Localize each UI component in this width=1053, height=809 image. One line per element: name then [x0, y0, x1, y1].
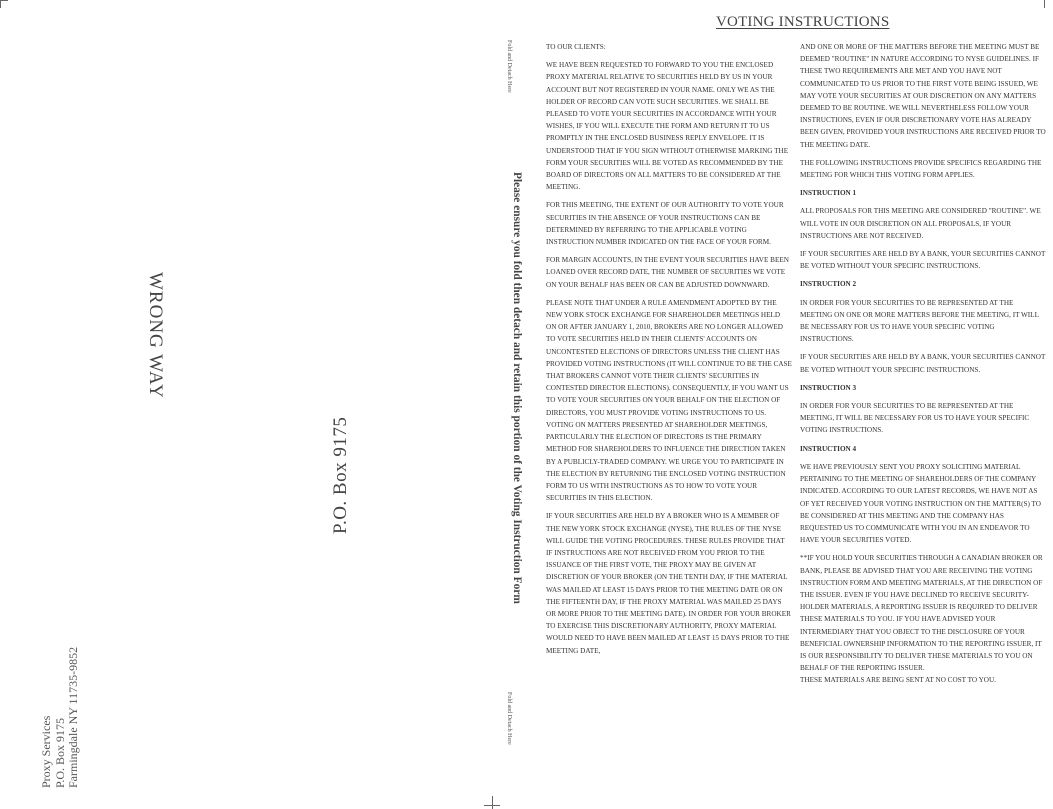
crop-mark-top-left	[0, 0, 1, 8]
paragraph: WE HAVE BEEN REQUESTED TO FORWARD TO YOU THE ENCLOSED PROXY MATERIAL RELATIVE TO SECURITIES HELD BY US IN YOUR ACCOUNT BUT NOT REGISTERED IN YOUR NAME. ONLY WE AS THE HOLDER OF RECORD CAN VOTE SUCH SECURITIES. WE SHALL BE PLEASED TO VOTE YOUR SECURITIES IN ACCORDANCE WITH YOUR WISHES, IF YOU WILL EXECUTE THE FORM AND RETURN IT TO US PROMPTLY IN THE ENCLOSED BUSINESS REPLY ENVELOPE. IT IS UNDERSTOOD THAT IF YOU SIGN WITHOUT OTHERWISE MARKING THE FORM YOUR SECURITIES WILL BE VOTED AS RECOMMENDED BY THE BOARD OF DIRECTORS ON ALL MATTERS TO BE CONSIDERED AT THE MEETING.	[546, 61, 789, 192]
paragraph: IF YOUR SECURITIES ARE HELD BY A BANK, YOUR SECURITIES CANNOT BE VOTED WITHOUT YOUR SPECIFIC INSTRUCTIONS.	[800, 250, 1046, 271]
closing-note: THESE MATERIALS ARE BEING SENT AT NO COST TO YOU.	[800, 676, 996, 685]
paragraph: IF YOUR SECURITIES ARE HELD BY A BANK, YOUR SECURITIES CANNOT BE VOTED WITHOUT YOUR SPECIFIC INSTRUCTIONS.	[800, 353, 1046, 374]
return-address-line2: P.O. Box 9175	[52, 717, 67, 788]
instruction-heading: INSTRUCTION 4	[800, 444, 857, 453]
fold-notice: Please ensure you fold then detach and retain this portion of the Voting Instruction Form	[511, 172, 523, 604]
instruction-heading: INSTRUCTION 2	[800, 280, 857, 289]
crop-mark-top-left	[0, 0, 8, 1]
crop-mark-bottom-center	[484, 805, 500, 806]
paragraph: THE FOLLOWING INSTRUCTIONS PROVIDE SPECIFICS REGARDING THE MEETING FOR WHICH THIS VOTING FORM APPLIES.	[800, 158, 1042, 180]
return-address-line1: Proxy Services	[39, 715, 53, 788]
crop-mark-top-right	[1044, 0, 1045, 8]
paragraph: PLEASE NOTE THAT UNDER A RULE AMENDMENT ADOPTED BY THE NEW YORK STOCK EXCHANGE FOR SHAREHOLDER MEETINGS HELD ON OR AFTER JANUARY 1, 2010, BROKERS ARE NO LONGER ALLOWED TO VOTE SECURITIES HELD IN THEIR CLIENTS' ACCOUNTS ON UNCONTESTED ELECTIONS OF DIRECTORS UNLESS THE CLIENT HAS PROVIDED VOTING INSTRUCTIONS (IT WILL CONTINUE TO BE THE CASE THAT BROKERS CANNOT VOTE THEIR CLIENTS' SECURITIES IN CONTESTED DIRECTOR ELECTIONS). CONSEQUENTLY, IF YOU WANT US TO VOTE YOUR SECURITIES ON YOUR BEHALF ON THE ELECTION OF DIRECTORS, YOU MUST PROVIDE VOTING INSTRUCTIONS TO US. VOTING ON MATTERS PRESENTED AT SHAREHOLDER MEETINGS, PARTICULARLY THE ELECTION OF DIRECTORS IS THE PRIMARY METHOD FOR SHAREHOLDERS TO INFLUENCE THE DIRECTION TAKEN BY A PUBLICLY-TRADED COMPANY. WE URGE YOU TO PARTICIPATE IN THE ELECTION BY RETURNING THE ENCLOSED VOTING INSTRUCTION FORM TO US WITH INSTRUCTIONS AS TO HOW TO VOTE YOUR SECURITIES IN THIS ELECTION.	[546, 298, 792, 503]
canadian-notice: **IF YOU HOLD YOUR SECURITIES THROUGH A CANADIAN BROKER OR BANK, PLEASE BE ADVISED THAT YOU ARE RECEIVING THE VOTING INSTRUCTION FORM AND MEETING MATERIALS, AT THE DIRECTION OF THE ISSUER. EVEN IF YOU HAVE DECLINED TO RECEIVE SECURITY- HOLDER MATERIALS, A REPORTING ISSUER IS REQUIRED TO DELIVER THESE MATERIALS TO YOU. IF YOU HAVE ADVISED YOUR INTERMEDIARY THAT YOU OBJECT TO THE DISCLOSURE OF YOUR BENEFICIAL OWNERSHIP INFORMATION TO THE REPORTING ISSUER, IT IS OUR RESPONSIBILITY TO DELIVER THESE MATERIALS TO YOU ON BEHALF OF THE REPORTING ISSUER.	[800, 554, 1043, 673]
instructions-left-column	[546, 41, 792, 663]
crop-mark-bottom-center	[492, 796, 493, 809]
salutation: TO OUR CLIENTS:	[546, 43, 606, 51]
return-address-line3: Farmingdale NY 11735-9852	[66, 646, 80, 788]
instruction-heading: INSTRUCTION 1	[800, 189, 857, 198]
paragraph: IN ORDER FOR YOUR SECURITIES TO BE REPRESENTED AT THE MEETING, IT WILL BE NECESSARY FOR US TO HAVE YOUR SPECIFIC VOTING INSTRUCTIONS.	[800, 402, 1030, 435]
po-box-label: P.O. Box 9175	[330, 416, 351, 534]
fold-detach-mark-top: Fold and Detach Here	[506, 40, 512, 93]
wrong-way-label: WRONG WAY	[145, 272, 166, 399]
paragraph: ALL PROPOSALS FOR THIS MEETING ARE CONSIDERED "ROUTINE". WE WILL VOTE IN OUR DISCRETION ON ALL PROPOSALS, IF YOUR INSTRUCTIONS ARE NOT RECEIVED.	[800, 207, 1041, 240]
paragraph: AND ONE OR MORE OF THE MATTERS BEFORE THE MEETING MUST BE DEEMED "ROUTINE" IN NATURE ACCORDING TO NYSE GUIDELINES. IF THESE TWO REQUIREMENTS ARE MET AND YOU HAVE NOT COMMUNICATED TO US PRIOR TO THE FIRST VOTE BEING ISSUED, WE MAY VOTE YOUR SECURITIES AT OUR DISCRETION ON ANY MATTERS DEEMED TO BE ROUTINE. WE WILL NEVERTHELESS FOLLOW YOUR INSTRUCTIONS, EVEN IF OUR DISCRETIONARY VOTE HAS ALREADY BEEN GIVEN, PROVIDED YOUR INSTRUCTIONS ARE RECEIVED PRIOR TO THE MEETING DATE.	[800, 43, 1046, 149]
page-title: VOTING INSTRUCTIONS	[716, 14, 890, 30]
paragraph: WE HAVE PREVIOUSLY SENT YOU PROXY SOLICITING MATERIAL PERTAINING TO THE MEETING OF SHAREHOLDERS OF THE COMPANY INDICATED. ACCORDING TO OUR LATEST RECORDS, WE HAVE NOT AS OF YET RECEIVED YOUR VOTING INSTRUCTION ON THE MATTER(S) TO BE CONSIDERED AT THIS MEETING AND THE COMPANY HAS REQUESTED US TO COMMUNICATE WITH YOU IN AN ENDEAVOR TO HAVE YOUR SECURITIES VOTED.	[800, 462, 1041, 545]
paragraph: IF YOUR SECURITIES ARE HELD BY A BROKER WHO IS A MEMBER OF THE NEW YORK STOCK EXCHANGE (NYSE), THE RULES OF THE NYSE WILL GUIDE THE VOTING PROCEDURES. THESE RULES PROVIDE THAT IF INSTRUCTIONS ARE NOT RECEIVED FROM YOU PRIOR TO THE ISSUANCE OF THE FIRST VOTE, THE PROXY MAY BE GIVEN AT DISCRETION OF YOUR BROKER (ON THE TENTH DAY, IF THE MATERIAL WAS MAILED AT LEAST 15 DAYS PRIOR TO THE MEETING DATE OR ON THE FIFTEENTH DAY, IF THE PROXY MATERIAL WAS MAILED 25 DAYS OR MORE PRIOR TO THE MEETING DATE). IN ORDER FOR YOUR BROKER TO EXERCISE THIS DISCRETIONARY AUTHORITY, PROXY MATERIAL WOULD NEED TO HAVE BEEN MAILED AT LEAST 15 DAYS PRIOR TO THE MEETING DATE,	[546, 512, 791, 655]
paragraph: FOR THIS MEETING, THE EXTENT OF OUR AUTHORITY TO VOTE YOUR SECURITIES IN THE ABSENCE OF YOUR INSTRUCTIONS CAN BE DETERMINED BY REFERRING TO THE APPLICABLE VOTING INSTRUCTION NUMBER INDICATED ON THE FACE OF YOUR FORM.	[546, 201, 784, 247]
paragraph: FOR MARGIN ACCOUNTS, IN THE EVENT YOUR SECURITIES HAVE BEEN LOANED OVER RECORD DATE, THE NUMBER OF SECURITIES WE VOTE ON YOUR BEHALF HAS BEEN OR CAN BE ADJUSTED DOWNWARD.	[546, 256, 789, 289]
return-address	[40, 647, 81, 788]
instruction-heading: INSTRUCTION 3	[800, 383, 857, 392]
instructions-right-column	[800, 41, 1046, 693]
fold-detach-mark-bottom: Fold and Detach Here	[506, 692, 512, 745]
paragraph: IN ORDER FOR YOUR SECURITIES TO BE REPRESENTED AT THE MEETING ON ONE OR MORE MATTERS BEFORE THE MEETING, IT WILL BE NECESSARY FOR US TO HAVE YOUR SPECIFIC VOTING INSTRUCTIONS.	[800, 298, 1039, 344]
